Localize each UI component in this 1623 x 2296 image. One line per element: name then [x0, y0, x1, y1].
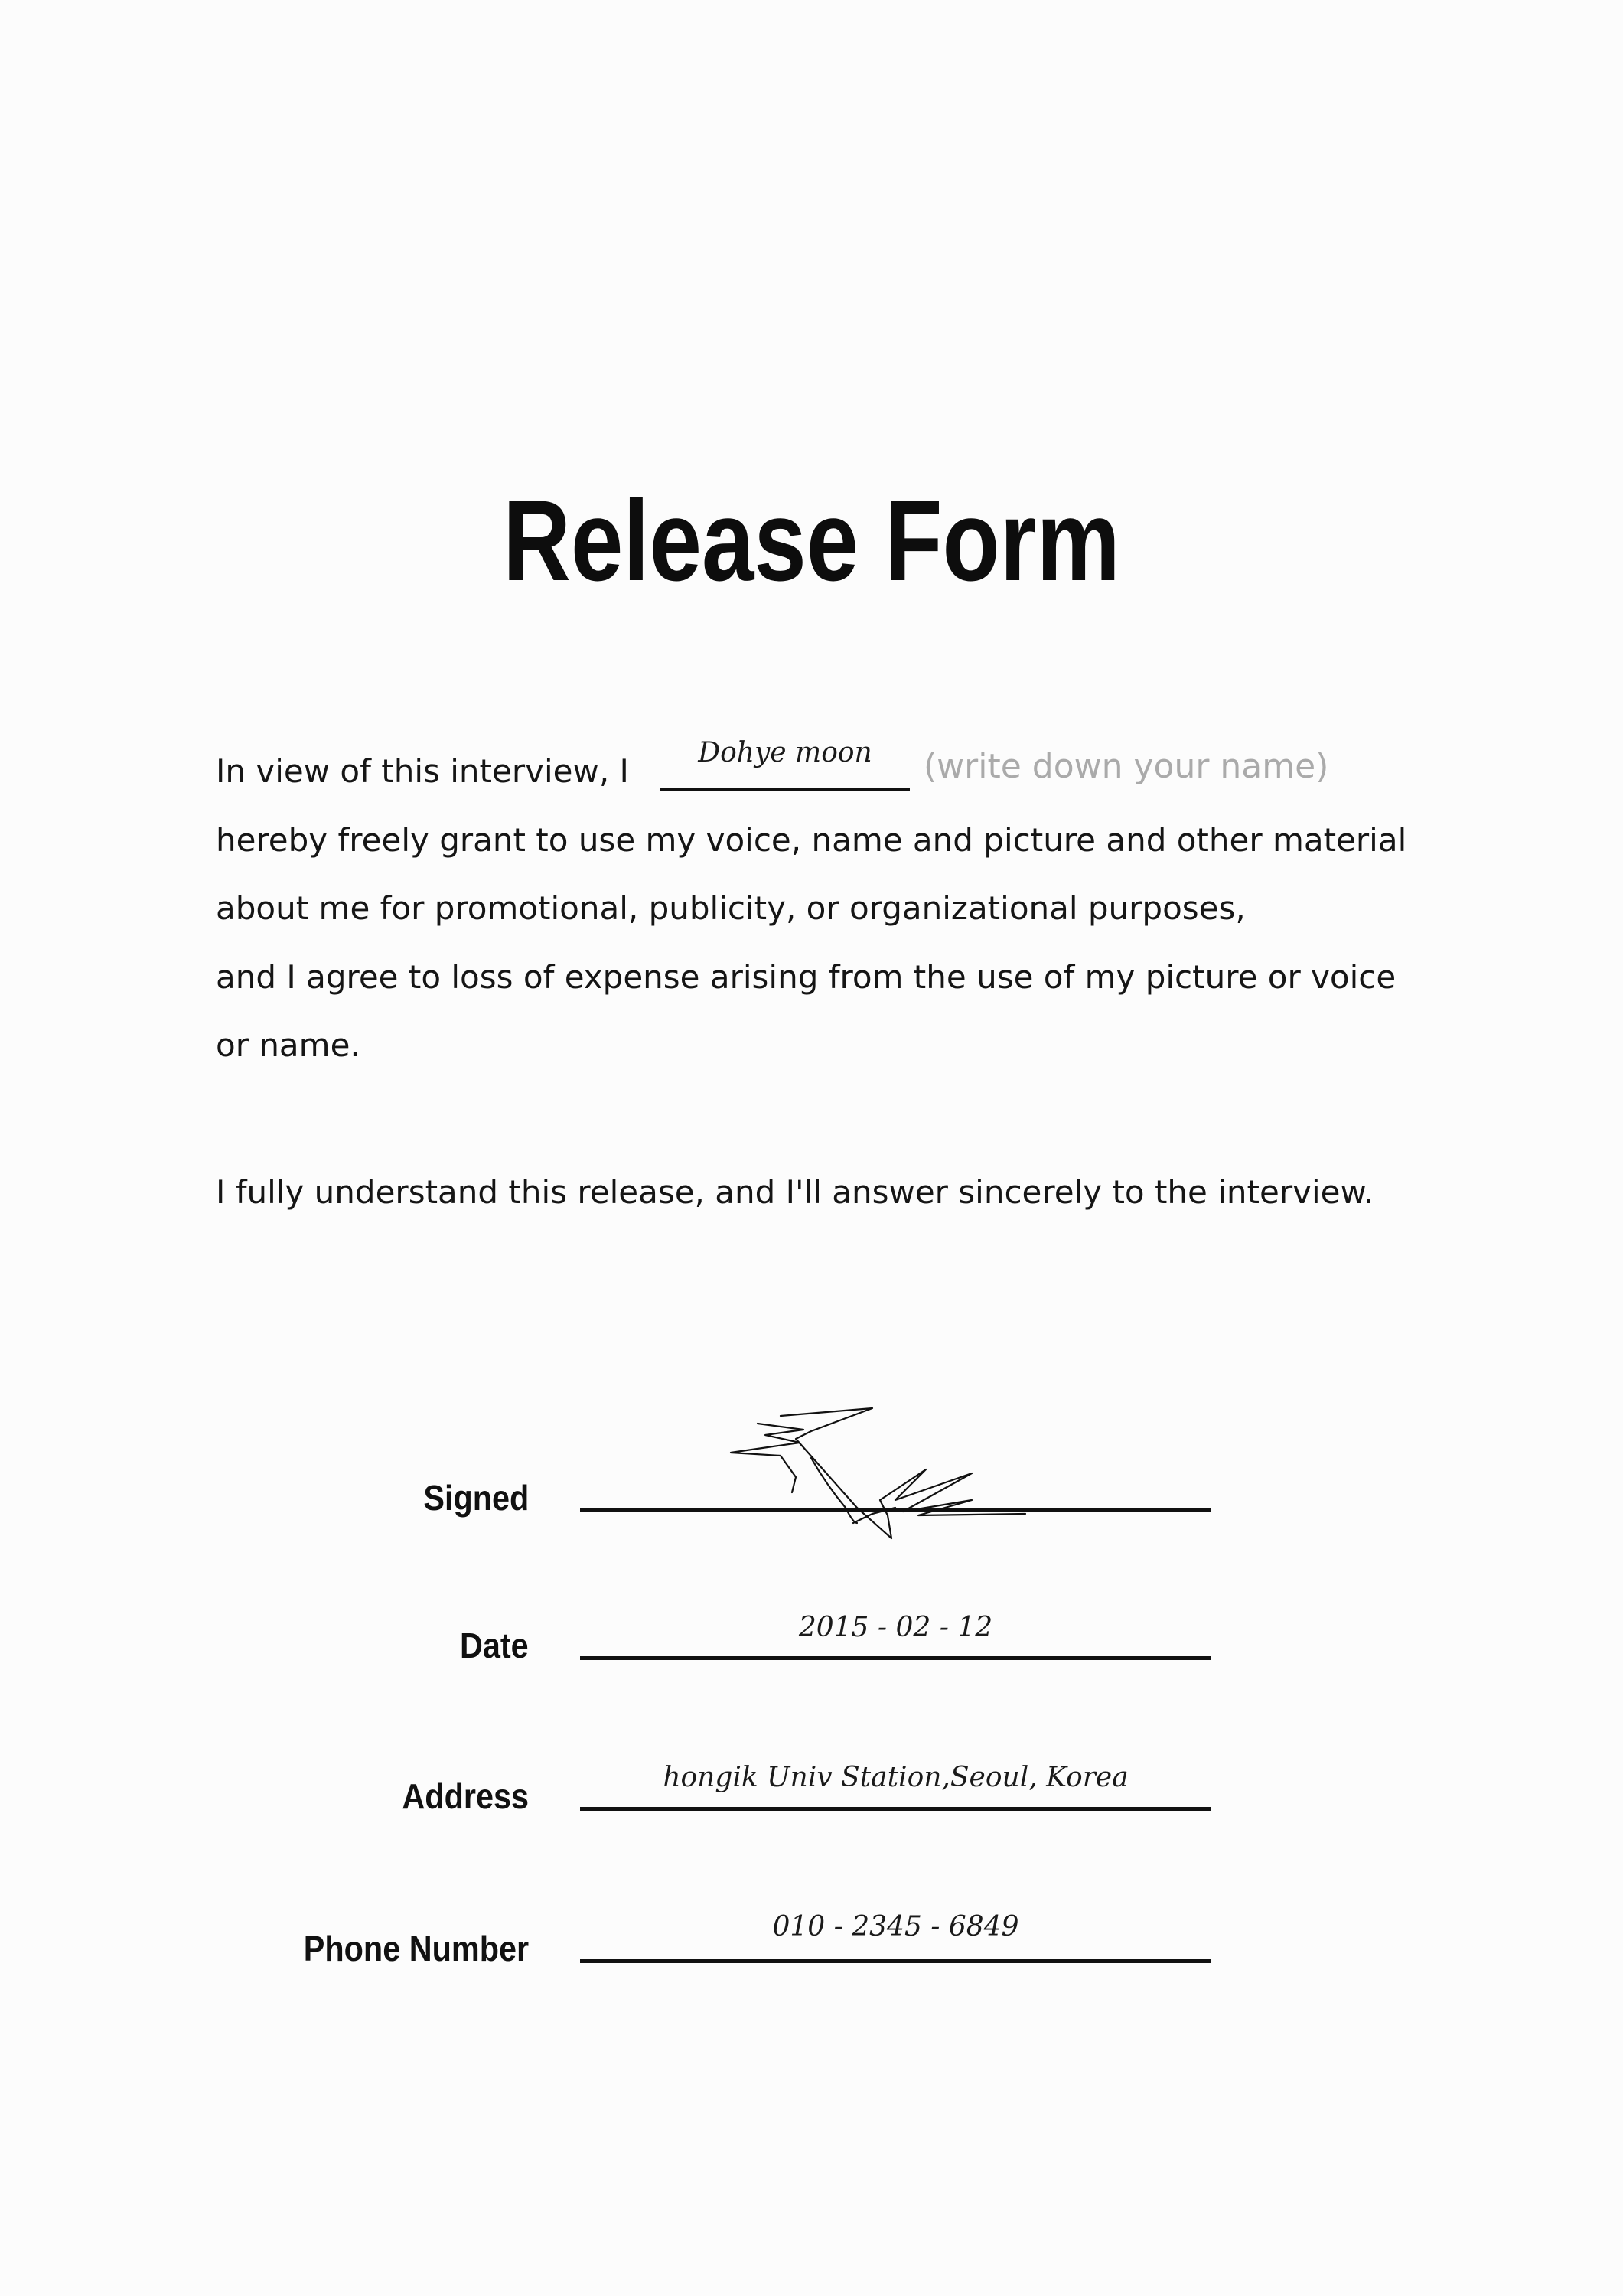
statement-intro: In view of this interview, I: [216, 752, 629, 790]
address-line: [580, 1807, 1211, 1811]
statement-line-5: I fully understand this release, and I'll answer sincerely to the interview.: [216, 1173, 1374, 1211]
date-value[interactable]: 2015 - 02 - 12: [798, 1612, 993, 1643]
address-label: Address: [402, 1776, 529, 1816]
statement-line-2: about me for promotional, publicity, or organizational purposes,: [216, 889, 1246, 927]
name-field-line: [660, 788, 910, 791]
page-title: Release Form: [503, 476, 1120, 605]
address-value[interactable]: hongik Univ Station,Seoul, Korea: [663, 1762, 1129, 1793]
statement-line-1: hereby freely grant to use my voice, name and picture and other material: [216, 821, 1407, 859]
date-line: [580, 1656, 1211, 1660]
signed-label: Signed: [422, 1478, 529, 1518]
statement-line-4: or name.: [216, 1026, 360, 1064]
name-field-hint: (write down your name): [924, 747, 1329, 786]
statement-line-3: and I agree to loss of expense arising from the use of my picture or voice: [216, 958, 1396, 996]
phone-label: Phone Number: [303, 1929, 529, 1968]
name-field-value[interactable]: Dohye moon: [698, 737, 872, 768]
signature-image: [719, 1401, 1087, 1554]
phone-line: [580, 1959, 1211, 1963]
phone-value[interactable]: 010 - 2345 - 6849: [772, 1911, 1019, 1942]
date-label: Date: [460, 1626, 529, 1665]
